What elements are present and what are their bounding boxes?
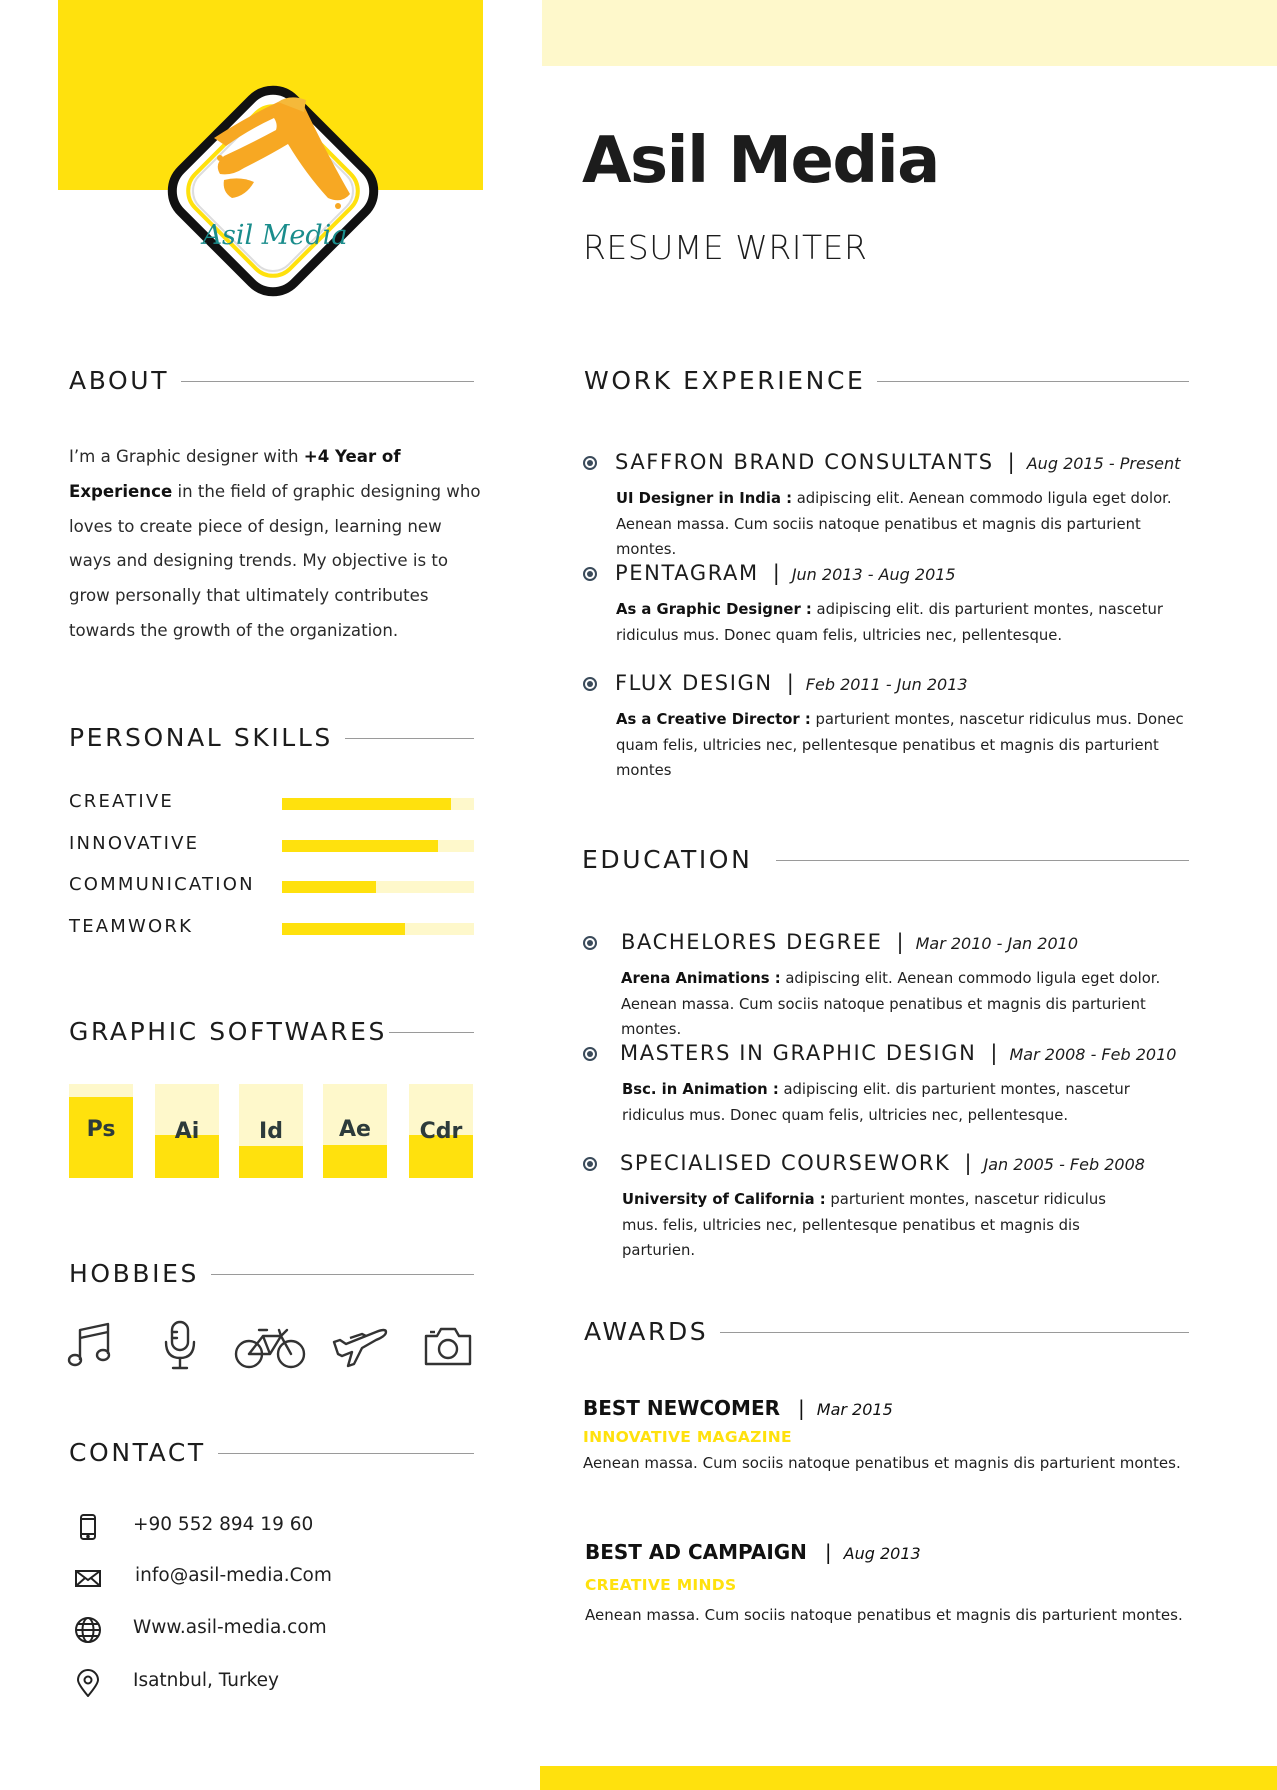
education-entry-date: Mar 2008 - Feb 2010 (1009, 1045, 1177, 1064)
bullet-icon (583, 456, 597, 470)
about-heading-rule (181, 381, 474, 382)
software-label: Ai (174, 1119, 200, 1144)
work-heading-text: WORK EXPERIENCE (584, 366, 866, 395)
skill-bar-fill (282, 923, 405, 935)
work-entry-description: UI Designer in India : adipiscing elit. Aenean commodo ligula eget dolor. Aenean massa. Cum sociis natoque penatibus et magnis dis parturient montes. (616, 490, 1172, 558)
skill-bar-track (282, 881, 474, 893)
award-title: BEST AD CAMPAIGN | Aug 2013 (585, 1540, 921, 1564)
award-entry (585, 1540, 1185, 1624)
skill-bar-track (282, 798, 474, 810)
software-box (409, 1084, 473, 1178)
award-organization: INNOVATIVE MAGAZINE (583, 1428, 792, 1446)
microphone-icon (153, 1318, 207, 1372)
award-description: Aenean massa. Cum sociis natoque penatibus et magnis dis parturient montes. (585, 1606, 1183, 1624)
website-url[interactable]: Www.asil-media.com (133, 1617, 327, 1638)
software-heading (69, 1017, 474, 1046)
awards-heading-text: AWARDS (584, 1317, 709, 1346)
work-entry-date: Jun 2013 - Aug 2015 (791, 565, 956, 584)
bullet-icon (583, 677, 597, 691)
work-entry-description: As a Graphic Designer : adipiscing elit. dis parturient montes, nascetur ridiculus mus. Donec quam felis, ultricies nec, pellentesque. (616, 601, 1163, 644)
hobbies-heading (69, 1259, 474, 1288)
contact-heading (69, 1438, 474, 1467)
work-entry-date: Aug 2015 - Present (1026, 454, 1181, 473)
award-description: Aenean massa. Cum sociis natoque penatibus et magnis dis parturient montes. (583, 1454, 1181, 1472)
about-text: I’m a Graphic designer with +4 Year of Experience in the field of graphic designing who loves to create piece of design, learning new ways and designing trends. My objective is to grow personally that ultimately contributes towards the growth of the organization. (69, 447, 481, 640)
education-entry-title: SPECIALISED COURSEWORK | Jan 2005 - Feb 2008 (620, 1151, 1145, 1175)
mail-icon (74, 1564, 102, 1592)
hobbies-heading-text: HOBBIES (69, 1259, 200, 1288)
software-heading-rule (389, 1032, 474, 1033)
skill-label: INNOVATIVE (69, 833, 200, 854)
skill-label: CREATIVE (69, 791, 174, 812)
education-heading (582, 845, 1189, 874)
software-label: Cdr (419, 1119, 463, 1144)
airplane-icon (328, 1318, 390, 1372)
contact-heading-rule (218, 1453, 474, 1454)
contact-website (70, 1613, 470, 1647)
bicycle-icon (233, 1318, 307, 1372)
location-pin-icon (74, 1669, 102, 1697)
awards-heading (584, 1317, 1189, 1346)
camera-icon (421, 1318, 475, 1372)
award-date: Aug 2013 (843, 1544, 921, 1563)
software-label: Id (259, 1119, 283, 1144)
location-text: Isatnbul, Turkey (133, 1670, 279, 1691)
logo-text: Asil Media (202, 220, 348, 251)
about-heading-text: ABOUT (69, 366, 170, 395)
skill-bar-fill (282, 881, 376, 893)
phone-icon (74, 1513, 102, 1541)
education-entry-description: Arena Animations : adipiscing elit. Aenean commodo ligula eget dolor. Aenean massa. Cum sociis natoque penatibus et magnis dis parturient montes. (621, 970, 1161, 1038)
phone-number[interactable]: +90 552 894 19 60 (133, 1514, 314, 1535)
job-title: RESUME WRITER (583, 228, 868, 267)
work-heading-rule (877, 381, 1189, 382)
about-heading (69, 366, 474, 395)
skill-row (69, 833, 474, 857)
software-box (155, 1084, 219, 1178)
music-icon (64, 1318, 118, 1372)
skill-row (69, 791, 474, 815)
work-entry-title: PENTAGRAM | Jun 2013 - Aug 2015 (615, 561, 956, 585)
education-entry-title: BACHELORES DEGREE | Mar 2010 - Jan 2010 (621, 930, 1078, 954)
bullet-icon (583, 936, 597, 950)
education-entry-description: University of California : parturient montes, nascetur ridiculus mus. felis, ultricies nec, pellentesque penatibus et magnis dis parturien. (622, 1191, 1106, 1259)
software-level-fill (239, 1146, 303, 1178)
software-label: Ps (86, 1117, 116, 1142)
header-cream-block (542, 0, 1277, 66)
contact-heading-text: CONTACT (69, 1438, 206, 1467)
award-title: BEST NEWCOMER | Mar 2015 (583, 1396, 893, 1420)
software-label: Ae (339, 1117, 371, 1142)
person-name: Asil Media (582, 124, 939, 198)
footer-yellow-bar (540, 1766, 1277, 1790)
education-entry-description: Bsc. in Animation : adipiscing elit. dis parturient montes, nascetur ridiculus mus. Donec quam felis, ultricies nec, pellentesque. (622, 1081, 1130, 1124)
email-address[interactable]: info@asil-media.Com (135, 1565, 332, 1586)
software-heading-text: GRAPHIC SOFTWARES (69, 1017, 387, 1046)
skills-heading-rule (345, 738, 474, 739)
contact-email (70, 1561, 470, 1595)
software-box (69, 1084, 133, 1178)
skill-bar-track (282, 923, 474, 935)
award-date: Mar 2015 (816, 1400, 893, 1419)
skill-bar-fill (282, 840, 438, 852)
bullet-icon (583, 1157, 597, 1171)
skill-label: COMMUNICATION (69, 874, 255, 895)
skill-label: TEAMWORK (69, 916, 194, 937)
work-entry-title: SAFFRON BRAND CONSULTANTS | Aug 2015 - Present (615, 450, 1181, 474)
award-entry (583, 1396, 1183, 1472)
education-entry-date: Jan 2005 - Feb 2008 (983, 1155, 1145, 1174)
software-box (323, 1084, 387, 1178)
education-heading-text: EDUCATION (582, 845, 753, 874)
work-heading (584, 366, 1189, 395)
education-entry-date: Mar 2010 - Jan 2010 (915, 934, 1078, 953)
work-entry-date: Feb 2011 - Jun 2013 (805, 675, 968, 694)
awards-heading-rule (720, 1332, 1189, 1333)
skill-bar-track (282, 840, 474, 852)
work-entry-description: As a Creative Director : parturient montes, nascetur ridiculus mus. Donec quam felis, ultricies nec, pellentesque penatibus et magnis dis parturient montes (616, 711, 1184, 779)
contact-location (70, 1666, 470, 1700)
skills-heading (69, 723, 474, 752)
skill-row (69, 916, 474, 940)
education-heading-rule (776, 860, 1189, 861)
contact-phone (70, 1510, 470, 1544)
software-box (239, 1084, 303, 1178)
education-entry-title: MASTERS IN GRAPHIC DESIGN | Mar 2008 - Feb 2010 (620, 1041, 1177, 1065)
bullet-icon (583, 1047, 597, 1061)
work-entry-title: FLUX DESIGN | Feb 2011 - Jun 2013 (615, 671, 968, 695)
skill-bar-fill (282, 798, 451, 810)
hobbies-heading-rule (211, 1274, 474, 1275)
skills-heading-text: PERSONAL SKILLS (69, 723, 333, 752)
skill-row (69, 874, 474, 898)
company-logo (128, 46, 418, 336)
bullet-icon (583, 567, 597, 581)
globe-icon (74, 1616, 102, 1644)
software-level-fill (323, 1145, 387, 1178)
award-organization: CREATIVE MINDS (585, 1576, 737, 1594)
